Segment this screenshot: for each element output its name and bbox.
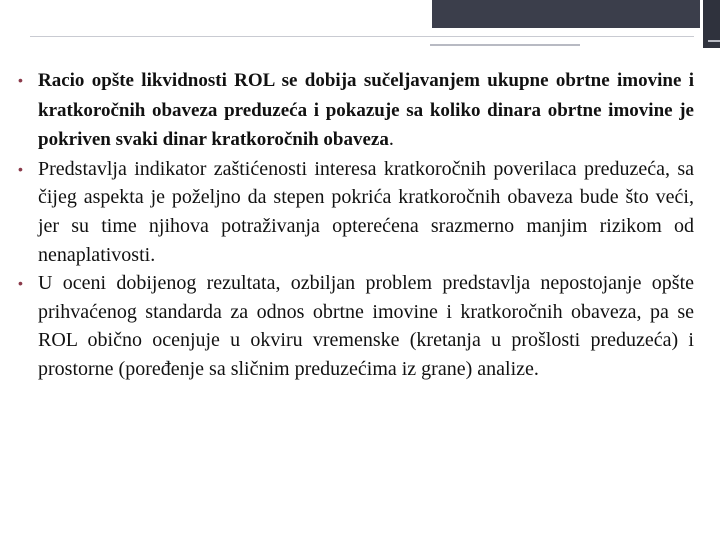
header-accent-rule-right: [708, 40, 720, 42]
bullet-text: Predstavlja indikator zaštićenosti interesa kratkoročnih poverilaca preduzeća, sa čijeg aspekta je poželjno da stepen pokrića kratkoročnih obaveza bude što veći, jer su time njihova potraživanja opterećena srazmerno manjim rizikom od nenaplativosti.: [38, 157, 694, 266]
bullet-text: U oceni dobijenog rezultata, ozbiljan problem predstavlja nepostojanje opšte prihvaćenog standarda za odnos obrtne imovine i kratkoročnih obaveza, pa se ROL obično ocenjuje u okviru vremenske (kretanja u prošlosti preduzeća) i prostorne (poređenje sa sličnim preduzećima iz grane) analize.: [38, 272, 694, 380]
header-accent-rule: [430, 44, 580, 46]
bullet-icon: •: [18, 160, 23, 177]
bullet-icon: •: [18, 275, 23, 292]
bullet-item-evaluation: [18, 269, 694, 383]
bullet-item-rol-definition: [18, 66, 694, 155]
bullet-item-indicator: [18, 155, 694, 269]
bullet-text-tail: .: [388, 128, 394, 151]
bullet-icon: •: [18, 72, 23, 88]
header-band-gap: [700, 0, 703, 48]
header-rule: [30, 36, 694, 37]
header-band: [432, 0, 700, 28]
bullet-list: [18, 66, 694, 384]
bullet-text: Racio opšte likvidnosti ROL se dobija sučeljavanjem ukupne obrtne imovine i kratkoročnih obaveza preduzeća i pokazuje sa koliko dinara obrtne imovine je pokriven svaki dinar kratkoročnih obaveza: [38, 70, 694, 151]
